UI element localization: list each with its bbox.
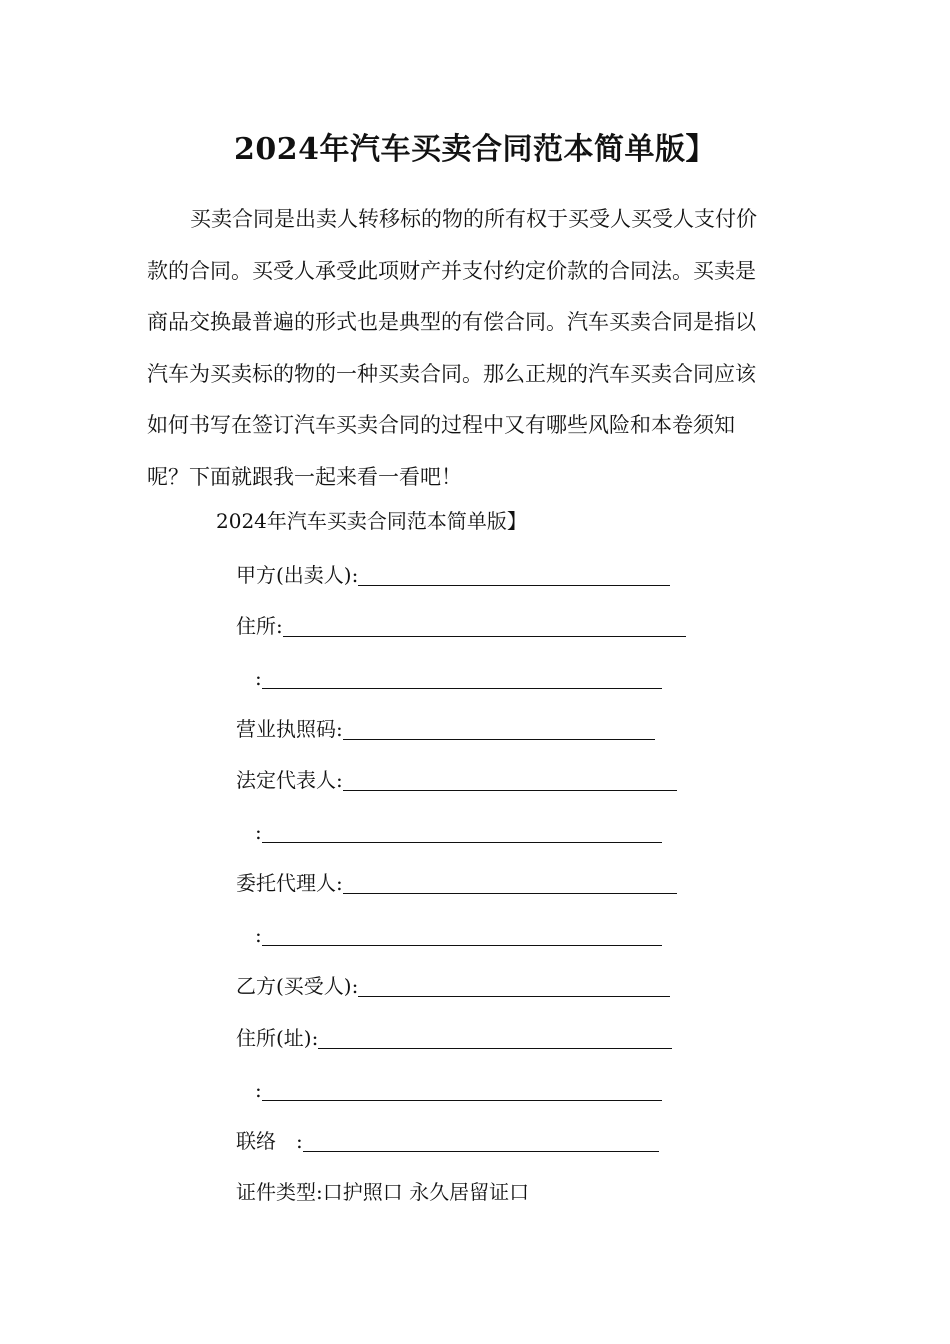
contact-blank (303, 1129, 659, 1152)
legal-rep-blank (343, 768, 677, 791)
party-b-extra-blank (262, 1078, 662, 1101)
party-b-address-blank (318, 1026, 672, 1049)
id-type-field (236, 1178, 529, 1206)
agent-label: 委托代理人: (236, 871, 343, 895)
party-a-address-label: 住所: (236, 614, 283, 638)
document-title: 2024年汽车买卖合同范本简单版】 (234, 132, 716, 167)
contact-label: 联络 : (236, 1129, 303, 1153)
party-a-extra-field-2 (255, 818, 662, 846)
party-a-extra-label-3: : (255, 923, 262, 947)
party-b-address-label: 住所(址): (236, 1026, 319, 1050)
agent-field (236, 869, 677, 897)
party-a-extra-blank-1 (262, 666, 662, 689)
party-a-label: 甲方(出卖人): (236, 563, 359, 587)
contract-subheading: 2024年汽车买卖合同范本简单版】 (216, 509, 527, 533)
party-a-extra-label-1: : (255, 666, 262, 690)
legal-rep-label: 法定代表人: (236, 768, 343, 792)
party-a-field (236, 561, 670, 589)
party-b-blank (358, 974, 670, 997)
business-license-field (236, 715, 655, 743)
party-a-extra-blank-3 (262, 923, 662, 946)
business-license-blank (343, 717, 655, 740)
party-a-extra-field-3 (255, 921, 662, 949)
intro-line: 商品交换最普遍的形式也是典型的有偿合同。汽车买卖合同是指以 (147, 310, 756, 334)
party-b-extra-label: : (255, 1078, 262, 1102)
party-b-address-field (236, 1024, 672, 1052)
party-a-blank (358, 563, 670, 586)
intro-line: 款的合同。买受人承受此项财产并支付约定价款的合同法。买卖是 (147, 258, 756, 283)
intro-line: 买卖合同是出卖人转移标的物的所有权于买受人买受人支付价 (190, 207, 757, 231)
intro-line: 汽车为买卖标的物的一种买卖合同。那么正规的汽车买卖合同应该 (147, 361, 756, 386)
party-a-extra-blank-2 (262, 820, 662, 843)
business-license-label: 营业执照码: (236, 717, 343, 741)
party-b-label: 乙方(买受人): (236, 974, 359, 998)
contact-field (236, 1127, 659, 1155)
party-a-address-field (236, 612, 686, 640)
intro-line: 呢？下面就跟我一起来看一看吧！ (147, 464, 462, 489)
intro-line: 如何书写在签订汽车买卖合同的过程中又有哪些风险和本卷须知 (147, 413, 735, 437)
party-a-address-blank (283, 614, 686, 637)
party-a-extra-label-2: : (255, 820, 262, 844)
intro-paragraph (147, 194, 807, 503)
party-b-extra-field (255, 1076, 662, 1104)
agent-blank (343, 871, 677, 894)
legal-rep-field (236, 766, 677, 794)
party-a-extra-field-1 (255, 664, 662, 692)
id-type-label: 证件类型:口护照口 永久居留证口 (236, 1180, 530, 1204)
party-b-field (236, 972, 670, 1000)
